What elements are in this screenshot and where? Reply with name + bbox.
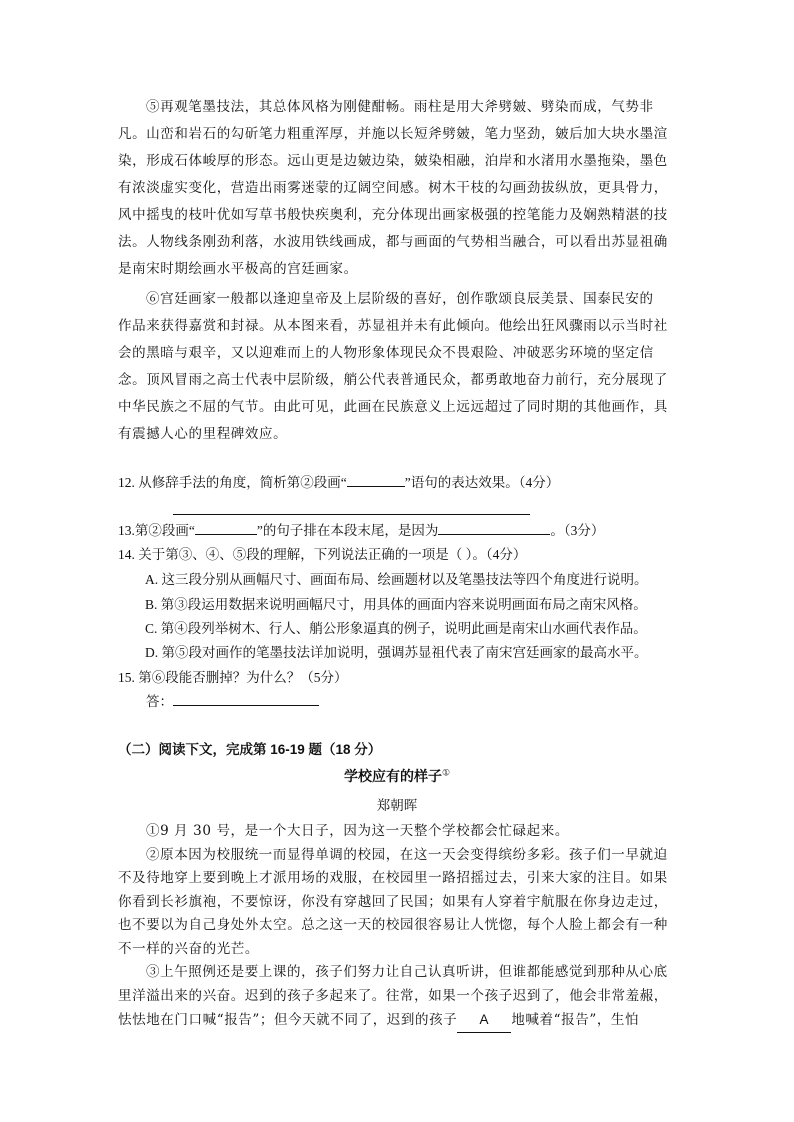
footnote-mark: ① — [441, 767, 451, 778]
question-14-stem: 14. 关于第③、④、⑤段的理解，下列说法正确的一项是（ ）。（4分） — [118, 547, 527, 562]
question-15-stem: 15. 第⑥段能否删掉？为什么？（5分） — [118, 670, 348, 685]
article-body — [118, 820, 678, 1033]
text-line: 有震撼人心的里程碑效应。 — [118, 426, 288, 442]
article-title — [0, 766, 794, 786]
text-line: 染，形成石体峻厚的形态。远山更是边皴边染，皴染相融，泊岸和水渚用水墨拖染，墨色 — [118, 153, 668, 169]
text-line: 法。人物线条刚劲利落，水波用铁线画成，都与画面的气势相当融合，可以看出苏显祖确 — [118, 234, 668, 250]
option-d[interactable]: D. 第⑤段对画作的笔墨技法详加说明，强调苏显祖代表了南宋宫廷画家的最高水平。 — [145, 645, 648, 660]
text-line: 念。顶风冒雨之高士代表中层阶级，艄公代表普通民众，都勇敢地奋力前行，充分展现了 — [118, 372, 668, 388]
option-a[interactable]: A. 这三段分别从画幅尺寸、画面布局、绘画题材以及笔墨技法等四个角度进行说明。 — [145, 572, 648, 587]
answer-line-15[interactable] — [173, 691, 319, 706]
text-line: 有浓淡虚实变化，营造出雨雾迷蒙的辽阔空间感。树木干枝的勾画劲拔纵放，更具骨力， — [118, 180, 668, 196]
text-line: 作品来获得嘉赏和封禄。从本图来看，苏显祖并未有此倾向。他绘出狂风骤雨以示当时社 — [118, 318, 668, 334]
passage-paragraph-6 — [118, 286, 678, 448]
question-13-suffix: 。（3分） — [550, 523, 605, 538]
text-segment: 怯怯地在门口喊“报告”；但今天就不同了，迟到的孩子 — [118, 1012, 458, 1028]
text-line: 不及待地穿上要到晚上才派用场的戏服，在校园里一路招摇过去，引来大家的注目。如果 — [118, 870, 668, 886]
text-line: 是南宋时期绘画水平极高的宫廷画家。 — [118, 261, 358, 277]
text-line: 不一样的兴奋的光芒。 — [118, 940, 259, 957]
question-13-blank — [195, 520, 257, 535]
text-line: 会的黑暗与艰辛，又以迎难而上的人物形象体现民众不畏艰险、冲破恶劣环境的坚定信 — [118, 345, 654, 361]
text-line: 你看到长衫旗袍，不要惊讶，你没有穿越回了民国；如果有人穿着宇航服在你身边走过， — [118, 893, 668, 910]
blank-a[interactable]: A — [457, 1008, 511, 1033]
text-line: 中华民族之不屈的气节。由此可见，此画在民族意义上远远超过了同时期的其他画作，具 — [118, 399, 668, 415]
section-heading: （二）阅读下文，完成第 16-19 题（18 分） — [118, 742, 382, 757]
text-line: ①9 月 30 号，是一个大日子，因为这一天整个学校都会忙碌起来。 — [146, 823, 569, 839]
text-line: 里洋溢出来的兴奋。迟到的孩子多起来了。往常，如果一个孩子迟到了，他会非常羞赧， — [118, 987, 668, 1004]
question-12-blank — [347, 472, 405, 487]
answer-line-13[interactable] — [438, 520, 550, 535]
text-line: ②原本因为校服统一而显得单调的校园，在这一天会变得缤纷多彩。孩子们一早就迫 — [146, 846, 668, 863]
text-line: 凡。山峦和岩石的勾斫笔力粗重浑厚，并施以长短斧劈皴，笔力坚劲，皴后加大块水墨渲 — [118, 126, 668, 142]
question-12-suffix: ”语句的表达效果。（4分） — [404, 475, 560, 490]
text-line: 也不要以为自己身处外太空。总之这一天的校园很容易让人恍惚，每个人脸上都会有一种 — [118, 917, 668, 933]
text-line: ③上午照例还是要上课的，孩子们努力让自己认真听讲，但谁都能感觉到那种从心底 — [146, 964, 668, 980]
passage-paragraph-5 — [118, 94, 678, 283]
text-segment: 地喊着“报告”，生怕 — [511, 1012, 640, 1028]
text-line: 风中摇曳的枝叶优如写草书般快疾奥利，充分体现出画家极强的控笔能力及娴熟精湛的技 — [118, 207, 668, 223]
answer-line-12[interactable] — [173, 514, 530, 515]
text-line: ⑥宫廷画家一般都以逢迎皇帝及上层阶级的喜好，创作歌颂良辰美景、国泰民安的 — [146, 291, 654, 307]
question-13 — [118, 520, 604, 542]
article-title-text: 学校应有的样子 — [343, 768, 442, 784]
text-line — [118, 1008, 678, 1033]
question-15-answer — [146, 691, 319, 713]
answer-label: 答： — [146, 694, 173, 709]
question-13-prefix: 13.第②段画“ — [118, 523, 195, 538]
option-c[interactable]: C. 第④段列举树木、行人、艄公形象逼真的例子，说明此画是南宋山水画代表作品。 — [145, 621, 647, 636]
article-author: 郑朝晖 — [376, 798, 418, 814]
question-12-prefix: 12. 从修辞手法的角度，简析第②段画“ — [118, 475, 347, 490]
text-line: ⑤再观笔墨技法，其总体风格为刚健酣畅。雨柱是用大斧劈皴、劈染而成，气势非 — [146, 99, 654, 115]
option-b[interactable]: B. 第③段运用数据来说明画幅尺寸，用具体的画面内容来说明画面布局之南宋风格。 — [145, 597, 647, 612]
question-12 — [118, 472, 559, 494]
question-13-mid: ”的句子排在本段末尾，是因为 — [256, 523, 439, 538]
